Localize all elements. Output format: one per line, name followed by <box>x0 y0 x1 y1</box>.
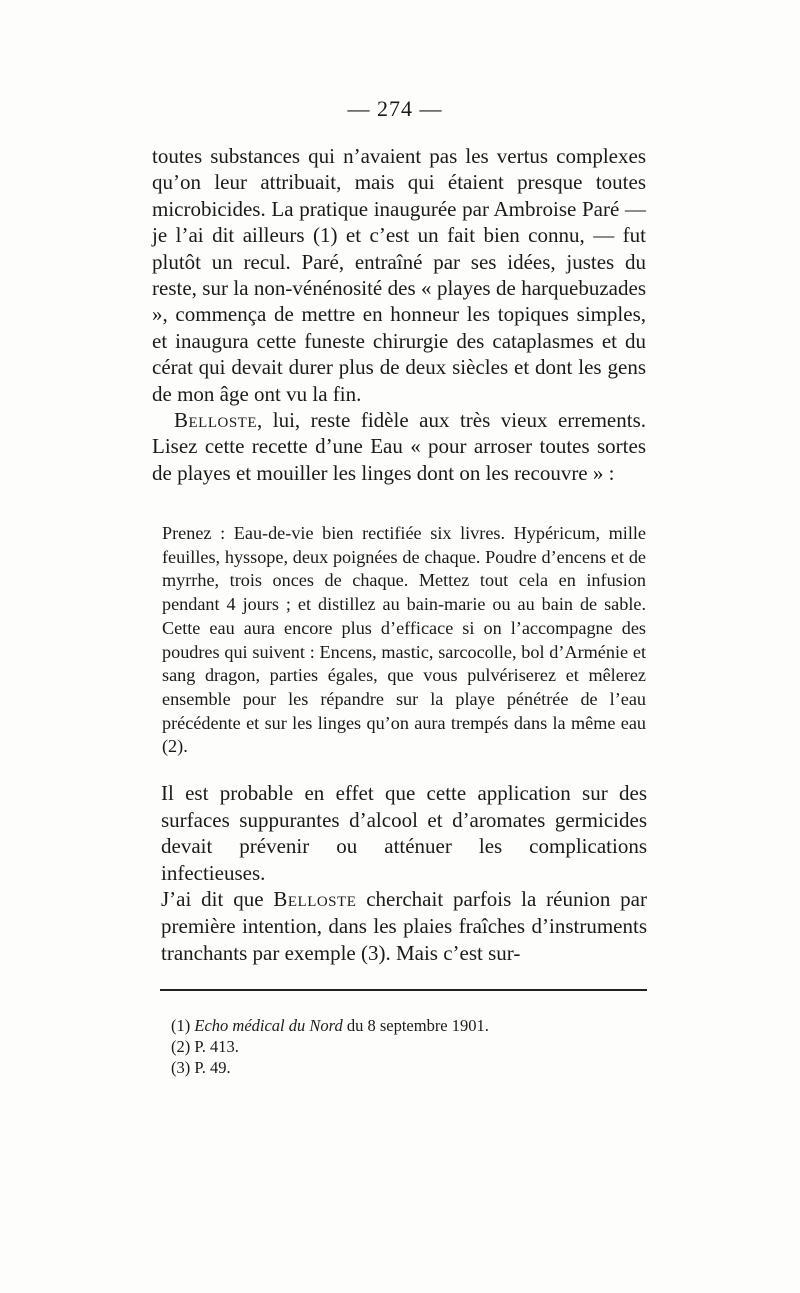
footnote-journal-title: Echo médical du Nord <box>194 1016 343 1035</box>
footnote-text: du 8 septembre 1901. <box>342 1016 489 1035</box>
footnote-3 <box>171 1057 641 1078</box>
footnote-mark: (3) <box>171 1058 191 1077</box>
footnote-mark: (2) <box>171 1037 191 1056</box>
quotation-text: Prenez : Eau-de-vie bien rectifiée six livres. Hypéricum, mille feuilles, hyssope, deux poignées de chaque. Poudre d’encens et de myrrhe, trois onces de chaque. Mettez tout cela en infusion pendant 4 jours ; et distillez au bain-marie ou au bain de sable. Cette eau aura encore plus d’efficace si on l’accompagne des poudres qui suivent : Encens, mastic, sarcocolle, bol d’Arménie et sang dragon, parties égales, que vous pulvériserez et mêlerez ensemble pour les répandre sur la playe pénétrée de l’eau précédente et sur les linges qu’on aura trempés dans la même eau (2). <box>162 523 646 757</box>
author-name-belloste: Belloste <box>174 408 257 433</box>
author-name-belloste-2: Belloste <box>273 887 357 912</box>
footnote-2 <box>171 1036 641 1057</box>
recipe-quotation <box>162 522 646 759</box>
paragraph-4-pre: J’ai dit que <box>161 887 274 912</box>
footnote-divider <box>160 989 647 991</box>
footnote-text: P. 49. <box>194 1058 231 1077</box>
page-number: — 274 — <box>347 96 443 121</box>
body-text-bottom <box>161 780 647 966</box>
footnote-1 <box>171 1015 641 1036</box>
footnote-text: P. 413. <box>194 1037 239 1056</box>
paragraph-4 <box>161 886 647 966</box>
paragraph-2 <box>152 407 646 486</box>
body-text-top <box>152 143 646 486</box>
paragraph-3: Il est probable en effet que cette application sur des surfaces suppurantes d’alcool et d’aromates germicides devait prévenir ou atténuer les complications infectieuses. <box>161 781 647 885</box>
paragraph-2-text: , lui, reste fidèle aux très vieux errements. Lisez cette recette d’une Eau « pour arroser toutes sortes de playes et mouiller les linges dont on les recouvre » : <box>152 408 646 485</box>
footnote-mark: (1) <box>171 1016 191 1035</box>
footnotes <box>171 1015 641 1078</box>
paragraph-4-text: cherchait parfois la réunion par première intention, dans les plaies fraîches d’instruments tranchants par exemple (3). Mais c’est sur- <box>161 887 647 965</box>
paragraph-1: toutes substances qui n’avaient pas les vertus complexes qu’on leur attribuait, mais qui étaient presque toutes microbicides. La pratique inaugurée par Ambroise Paré — je l’ai dit ailleurs (1) et c’est un fait bien connu, — fut plutôt un recul. Paré, entraîné par ses idées, justes du reste, sur la non-vénénosité des « playes de harquebuzades », commença de mettre en honneur les topiques simples, et inaugura cette funeste chirurgie des cataplasmes et du cérat qui devait durer plus de deux siècles et dont les gens de mon âge ont vu la fin. <box>152 144 646 406</box>
